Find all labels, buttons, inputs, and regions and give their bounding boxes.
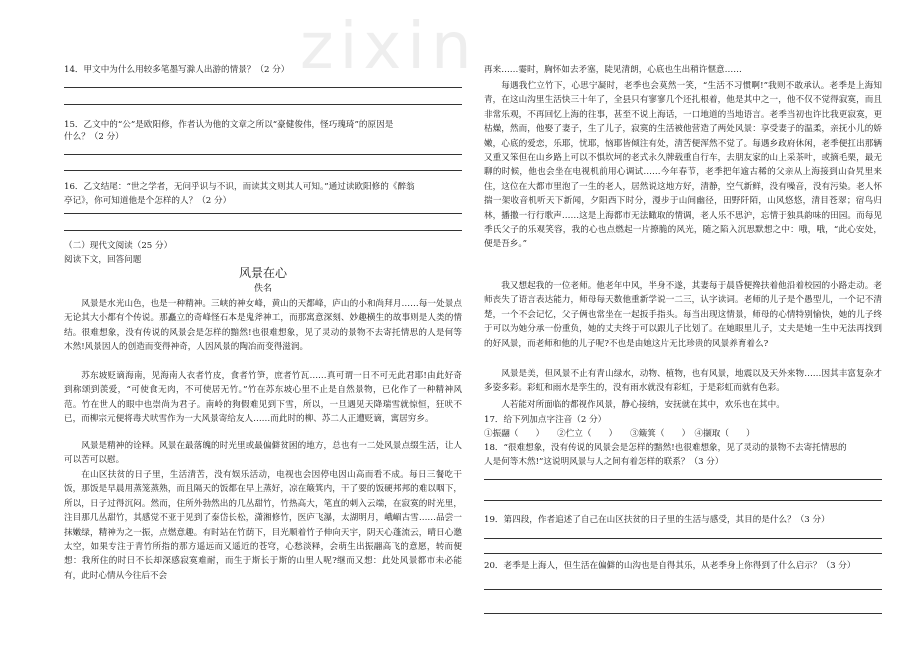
paragraph-8: 风景是美，但风景不止有青山绿水，动物、植物，也有风景，地震以及天外来物……因其丰富复杂才多姿多彩。彩虹和雨水是孪生的，没有雨水就没有彩虹，于是彩虹而就有色彩。 xyxy=(484,369,882,394)
answer-line xyxy=(484,538,882,539)
paragraph-6: 每遇我伫立竹下，心思宁凝时，老季也会莫然一笑，“生活不习惯啊!”我则不敢承认。老季是上海知青，在这山沟里生活快三十年了，全县只有寥寥几个还扎根着，他是其中之一，他不仅不觉得寂寞，而且非常乐观，不再回忆上海的往事，甚至不说上海话，一口地道的当地语言。老季当初也许比我更寂寞，更枯燥，然而，他娶了妻子，生了儿子，寂寞的生活被他营造了两处风景：享受妻子的温柔，亲抚小儿的娇嫩，心底的爱恋，乐耶，忧耶，恼耶皆倾注有处，清苦便浑然不觉了。每遇乡政府休闲，老季便扛出那辆又重又笨但在山乡路上可以不惧坎坷的老式永久牌载重自行车，去朋友家的山上采茶叶，或摘毛栗，最无聊的时候，他也会坐在电视机前用心调试……今年春节，老季把年逾古稀的父亲从上海接到山旮旯里来住，这位在大都市里泡了一生的老人，居然说这地方好，清静，空气新鲜，没有噪音，没有污染。老人怀揣一架收音机听天下新闻，夕阳西下时分，漫步于山间幽径，田野阡陌，山风悠悠，清目苍翠；宿鸟归林，播撒一行行歌声……这是上海都市无法瞰取的情调，老人乐不思沪，忘情于独具韵味的田园。而每见季氏父子的乐观笑容，我的心也点燃起一片撩脆的风光，随之陷入沉思默想之中：哦，哦，“此心安处，便是吾乡。” xyxy=(484,81,882,250)
question-15-line1: 15．乙文中的“公”是欧阳修，作者认为他的文章之所以“豪健俊伟，怪巧瑰琦”的原因是 xyxy=(64,120,394,130)
answer-line xyxy=(484,553,882,554)
paragraph-2: 苏东坡贬谪海南，见海南人衣者竹皮，食者竹笋，庶者竹瓦……真可谓一日不可无此君耶!由此好奇到称颂到羡爱，“可使食无肉，不可使居无竹。”竹在苏东坡心里不止是自然景物，已化作了一种精神风范。竹在世人的眼中也崇尚为君子。南岭的狗假难见到下雪，所以，一旦遇见天降瑞雪就惊恒，狂吠不已，而柳宗元便将毒犬吠雪作为一大风景寄给友人……而此时的柳、苏二人正遭贬谪，寓居穷乡。 xyxy=(64,371,462,425)
section-heading: （二）现代文阅读（25 分） xyxy=(64,241,173,251)
paragraph-5: 再来……霎时，胸怀如去矛塞，陡见清朗，心底也生出稍许惬意…… xyxy=(484,65,742,75)
answer-line xyxy=(64,170,462,171)
paragraph-4: 在山区扶贫的日子里，生活清苦，没有娱乐活动，电视也会因停电因山高而看不成。每日三餐吃干饭，那饭是早晨用蒸笼蒸熟，而且隔天的饭都在早上蒸好，凉在簸箕内，干了要的饭硬邦邦的难以咽下，所以，日子过得沉闷。然而，住所外勃然出的几丛甜竹，竹热高大，笔直的刺入云端，在寂寞的时光里，注目那几丛甜竹，其感觉不亚于见到了泰岱长松，潇湘修竹，医庐飞瀑，太湖明月，峨嵋古雪……品尝一抹嫩绿，精神为之一振，点燃意趣。有时站在竹荫下，目光顺着竹子伸向天宇，阴天心蓬流云，晴日心邀太空，如果专注于青竹所指的那方遥远而又遥近的苍穹，心愁淡释，会萌生出振翮高飞的意愿，转而便想：我所住的时日不长却深感寂寞难耐，而生于斯长于斯的山里人呢?继而又想：此处风景都市未必能有，此时心情从今往后不会 xyxy=(64,470,462,581)
answer-line xyxy=(64,230,462,231)
answer-line xyxy=(64,87,462,88)
question-15-line2: 什么？（2 分） xyxy=(64,132,124,142)
answer-line xyxy=(64,104,462,105)
paragraph-7: 我又想起我的一位老师。他老年中风，半身不遂，其妻每于晨昏便搀扶着他沿着校园的小路走动。老师丧失了语言表达能力，师母每天数他重新学说一二三，认字读词。老师的儿子是个愚型儿，一个记不清楚，一个不会记忆，父子俩也常坐在一起扳手指头。每当出现这情景，师母的心情特别愉快，她的儿子终于可以为她分承一份重负，她的丈夫终于可以跟儿子比划了。在她眼里儿子，丈夫是她一生中无法再找到的好风景，而老师和他的儿子呢?不也是由她这片无比珍贵的风景养育着么? xyxy=(484,281,882,349)
question-19: 19．第四段，作者追述了自己在山区扶贫的日子里的生活与感受，其目的是什么？（3 分） xyxy=(484,515,830,525)
answer-line xyxy=(64,154,462,155)
answer-line xyxy=(484,613,882,614)
answer-line xyxy=(484,479,882,480)
essay-title: 风景在心 xyxy=(238,266,287,280)
answer-line xyxy=(64,213,462,214)
answer-line xyxy=(484,589,882,590)
question-18-line2: 人是何等木然!”这说明风景与人之间有着怎样的联系？（3 分） xyxy=(484,457,724,467)
paragraph-1: 风景是水光山色，也是一种精神。三峡的神女峰，黄山的天都峰，庐山的小和尚拜月……每一处景点无论其大小都有个传说。那矗立的奇峰怪石本是鬼斧神工，而那寓意深刻、妙趣横生的故事则是人类的情结。很难想象，没有传说的风景会是怎样的黯然!也很难想象，见了灵动的景物不去寄托情思的人是何等木然!风景因人的创造而变得神奇，人因风景的陶冶而变得滋润。 xyxy=(64,299,462,353)
question-17: 17．给下列加点字注音（2 分） xyxy=(484,415,607,425)
paragraph-9: 人若能对所面临的都视作风景，静心接纳，安抚就在其中，欢乐也在其中。 xyxy=(501,400,785,410)
question-18-line1: 18．“很难想象，没有传说的风景会是怎样的黯然!也很难想象，见了灵动的景物不去寄托情思的 xyxy=(484,443,847,453)
watermark-text: zixin xyxy=(300,10,478,84)
question-17-items: ①振翮（ ） ②伫立（ ） ③簸箕（ ） ④撷取（ ） xyxy=(484,429,755,439)
question-16-line2: 亭记》，你可知道他是个怎样的人？（2 分） xyxy=(64,196,232,206)
question-16-line1: 16．乙文结尾：“世之学者，无问乎识与不识，而读其文则其人可知。”通过读欧阳修的《醉翁 xyxy=(64,182,415,192)
essay-author: 佚名 xyxy=(253,284,272,294)
answer-line xyxy=(484,500,882,501)
question-14: 14．甲文中为什么用较多笔墨写滁人出游的情景？（2 分） xyxy=(64,65,290,75)
paragraph-3: 风景是精神的诠释。风景在最落魄的时光里或最偏僻贫困的地方，总也有一二处风景点缀生活，让人可以苦可以慰。 xyxy=(64,441,462,466)
question-20: 20．老季是上海人，但生活在偏僻的山沟也是自得其乐，从老季身上你得到了什么启示？（3 分） xyxy=(484,561,856,571)
reading-instruction: 阅读下文，回答问题 xyxy=(64,255,142,265)
